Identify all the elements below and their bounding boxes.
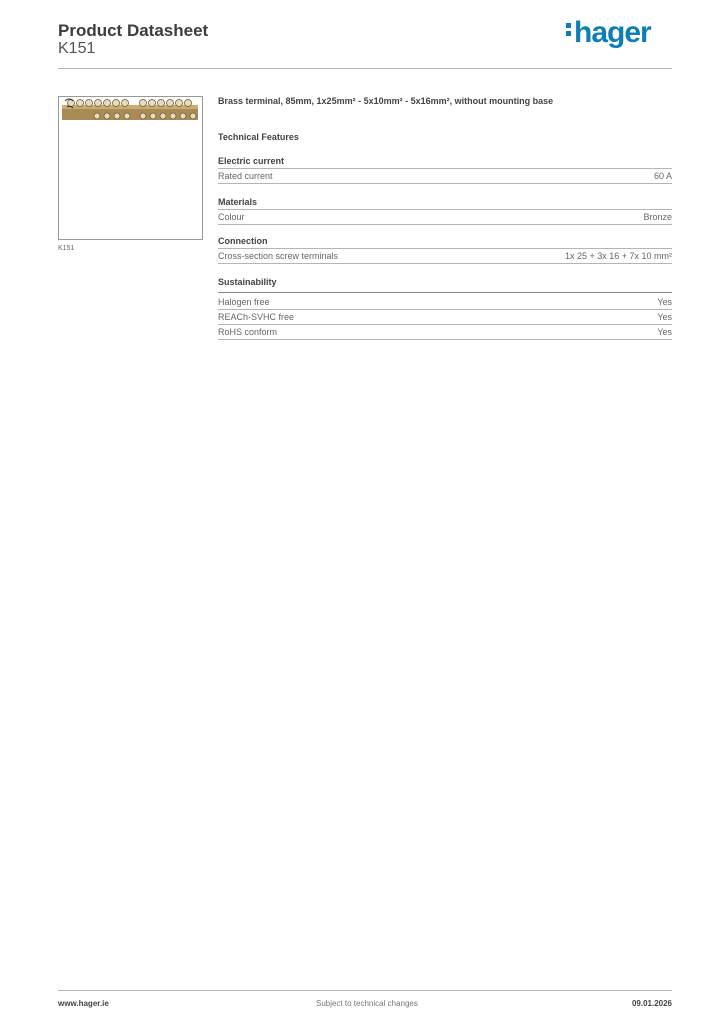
section-title: Electric current <box>218 156 672 169</box>
row-label: RoHS conform <box>218 327 278 337</box>
footer-divider <box>58 990 672 991</box>
hager-logo <box>566 16 651 50</box>
technical-features-heading: Technical Features <box>218 132 299 142</box>
row-label: Cross-section screw terminals <box>218 251 339 261</box>
row-value: Yes <box>657 327 672 337</box>
table-row <box>218 210 672 225</box>
row-value: Yes <box>657 297 672 307</box>
section-sustainability <box>218 277 672 340</box>
footer-website-link[interactable]: www.hager.ie <box>58 999 109 1008</box>
section-connection <box>218 236 672 264</box>
header-divider <box>58 68 672 69</box>
row-value: Yes <box>657 312 672 322</box>
product-details <box>218 96 672 340</box>
product-description: Brass terminal, 85mm, 1x25mm² - 5x10mm² - 5x16mm², without mounting base <box>218 96 554 106</box>
footer-date: 09.01.2026 <box>631 999 672 1008</box>
section-title: Sustainability <box>218 277 672 293</box>
logo-dots-icon <box>566 20 572 39</box>
row-value: Bronze <box>643 212 672 222</box>
row-value: 1x 25 + 3x 16 + 7x 10 mm² <box>564 251 672 261</box>
product-code: K151 <box>58 40 96 57</box>
brass-terminal-image-icon <box>59 97 202 239</box>
section-title: Materials <box>218 197 672 210</box>
row-label: Halogen free <box>218 297 270 307</box>
table-row <box>218 295 672 310</box>
table-row <box>218 249 672 264</box>
footer-note: Subject to technical changes <box>316 999 418 1008</box>
section-materials <box>218 197 672 225</box>
row-label: REACh-SVHC free <box>218 312 295 322</box>
product-image <box>58 96 203 240</box>
table-row <box>218 310 672 325</box>
section-title: Connection <box>218 236 672 249</box>
table-row <box>218 325 672 340</box>
image-caption: K151 <box>58 245 75 252</box>
row-label: Colour <box>218 212 245 222</box>
row-label: Rated current <box>218 171 273 181</box>
page-title: Product Datasheet <box>58 21 209 40</box>
logo-text: hager <box>574 16 651 49</box>
table-row <box>218 169 672 184</box>
row-value: 60 A <box>653 171 672 181</box>
section-electric-current <box>218 156 672 184</box>
